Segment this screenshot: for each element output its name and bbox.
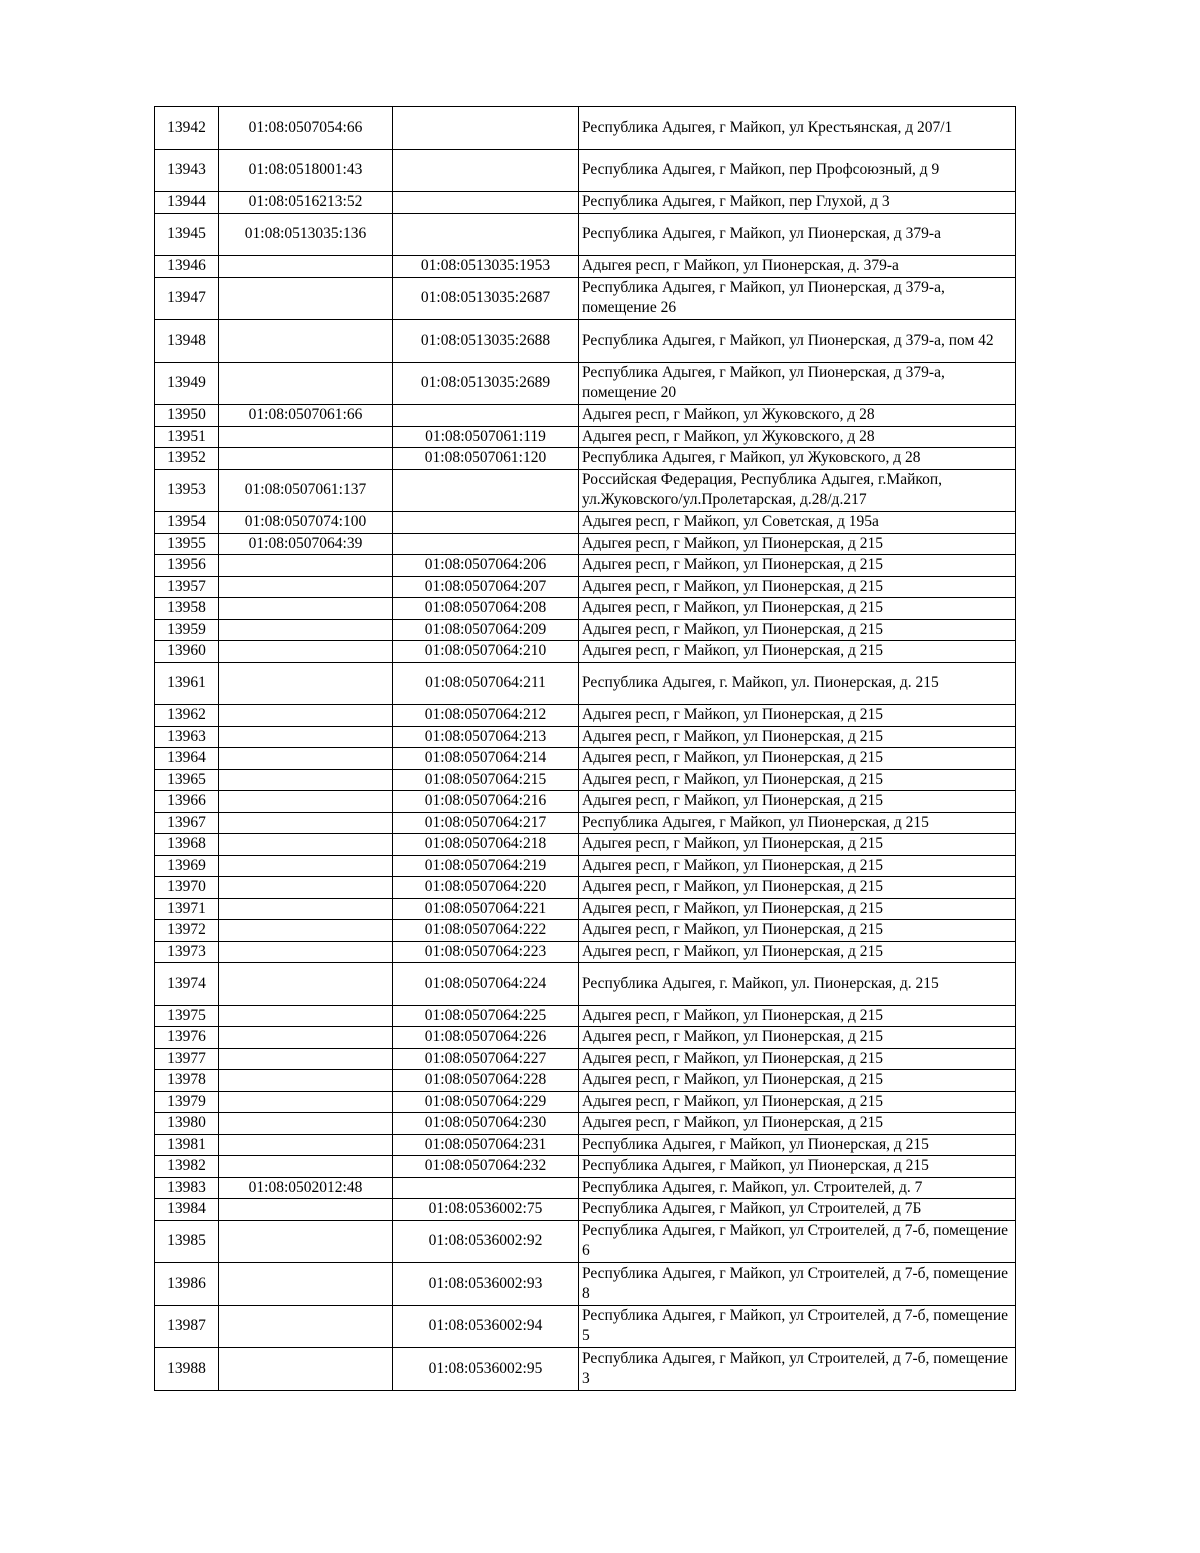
building-cadastral-number-cell: 01:08:0507064:209 — [393, 619, 579, 641]
building-cadastral-number-cell: 01:08:0536002:94 — [393, 1305, 579, 1348]
row-number-cell: 13984 — [155, 1199, 219, 1221]
building-cadastral-number-cell: 01:08:0507064:231 — [393, 1134, 579, 1156]
building-cadastral-number-cell: 01:08:0507064:208 — [393, 598, 579, 620]
address-cell: Республика Адыгея, г. Майкоп, ул. Строителей, д. 7 — [579, 1177, 1016, 1199]
building-cadastral-number-cell: 01:08:0536002:95 — [393, 1348, 579, 1391]
row-number-cell: 13967 — [155, 812, 219, 834]
land-cadastral-number-cell — [219, 705, 393, 727]
land-cadastral-number-cell — [219, 1348, 393, 1391]
land-cadastral-number-cell — [219, 1199, 393, 1221]
address-cell: Адыгея респ, г Майкоп, ул Пионерская, д 215 — [579, 834, 1016, 856]
address-cell: Адыгея респ, г Майкоп, ул Пионерская, д 215 — [579, 748, 1016, 770]
land-cadastral-number-cell: 01:08:0507061:137 — [219, 469, 393, 512]
table-row — [155, 748, 1016, 770]
address-cell: Республика Адыгея, г Майкоп, ул Пионерская, д 215 — [579, 1134, 1016, 1156]
row-number-cell: 13980 — [155, 1113, 219, 1135]
land-cadastral-number-cell — [219, 855, 393, 877]
row-number-cell: 13946 — [155, 256, 219, 278]
table-row — [155, 576, 1016, 598]
land-cadastral-number-cell — [219, 1263, 393, 1306]
building-cadastral-number-cell: 01:08:0507064:224 — [393, 963, 579, 1006]
row-number-cell: 13957 — [155, 576, 219, 598]
land-cadastral-number-cell — [219, 791, 393, 813]
registry-table-body — [155, 107, 1016, 1391]
table-row — [155, 1263, 1016, 1306]
row-number-cell: 13943 — [155, 149, 219, 192]
land-cadastral-number-cell — [219, 1070, 393, 1092]
row-number-cell: 13985 — [155, 1220, 219, 1263]
table-row — [155, 1348, 1016, 1391]
row-number-cell: 13944 — [155, 192, 219, 214]
building-cadastral-number-cell — [393, 405, 579, 427]
land-cadastral-number-cell: 01:08:0507061:66 — [219, 405, 393, 427]
address-cell: Адыгея респ, г Майкоп, ул Пионерская, д 215 — [579, 855, 1016, 877]
row-number-cell: 13988 — [155, 1348, 219, 1391]
address-cell: Адыгея респ, г Майкоп, ул Пионерская, д 215 — [579, 1070, 1016, 1092]
address-cell: Адыгея респ, г Майкоп, ул Пионерская, д 215 — [579, 791, 1016, 813]
building-cadastral-number-cell: 01:08:0536002:92 — [393, 1220, 579, 1263]
building-cadastral-number-cell: 01:08:0507064:218 — [393, 834, 579, 856]
table-row — [155, 726, 1016, 748]
building-cadastral-number-cell: 01:08:0536002:75 — [393, 1199, 579, 1221]
address-cell: Адыгея респ, г Майкоп, ул Жуковского, д 28 — [579, 405, 1016, 427]
land-cadastral-number-cell — [219, 726, 393, 748]
row-number-cell: 13982 — [155, 1156, 219, 1178]
address-cell: Адыгея респ, г Майкоп, ул Пионерская, д 215 — [579, 598, 1016, 620]
land-cadastral-number-cell — [219, 1005, 393, 1027]
building-cadastral-number-cell — [393, 149, 579, 192]
row-number-cell: 13972 — [155, 920, 219, 942]
building-cadastral-number-cell: 01:08:0507064:211 — [393, 662, 579, 705]
address-cell: Адыгея респ, г Майкоп, ул Пионерская, д 215 — [579, 1027, 1016, 1049]
address-cell: Адыгея респ, г Майкоп, ул Пионерская, д 215 — [579, 877, 1016, 899]
row-number-cell: 13959 — [155, 619, 219, 641]
address-cell: Республика Адыгея, г Майкоп, ул Пионерская, д 379-а, пом 42 — [579, 320, 1016, 363]
land-cadastral-number-cell — [219, 426, 393, 448]
address-cell: Адыгея респ, г Майкоп, ул Пионерская, д 215 — [579, 769, 1016, 791]
table-row — [155, 448, 1016, 470]
table-row — [155, 533, 1016, 555]
table-row — [155, 426, 1016, 448]
land-cadastral-number-cell — [219, 320, 393, 363]
table-row — [155, 1070, 1016, 1092]
building-cadastral-number-cell: 01:08:0507064:222 — [393, 920, 579, 942]
table-row — [155, 149, 1016, 192]
address-cell: Адыгея респ, г Майкоп, ул Пионерская, д 215 — [579, 533, 1016, 555]
address-cell: Адыгея респ, г Майкоп, ул Советская, д 195а — [579, 512, 1016, 534]
land-cadastral-number-cell: 01:08:0502012:48 — [219, 1177, 393, 1199]
land-cadastral-number-cell: 01:08:0507064:39 — [219, 533, 393, 555]
address-cell: Республика Адыгея, г Майкоп, ул Строителей, д 7-б, помещение 8 — [579, 1263, 1016, 1306]
land-cadastral-number-cell — [219, 769, 393, 791]
land-cadastral-number-cell — [219, 362, 393, 405]
land-cadastral-number-cell: 01:08:0516213:52 — [219, 192, 393, 214]
land-cadastral-number-cell: 01:08:0513035:136 — [219, 213, 393, 256]
row-number-cell: 13986 — [155, 1263, 219, 1306]
row-number-cell: 13951 — [155, 426, 219, 448]
building-cadastral-number-cell: 01:08:0513035:2688 — [393, 320, 579, 363]
table-row — [155, 1220, 1016, 1263]
land-cadastral-number-cell — [219, 1156, 393, 1178]
building-cadastral-number-cell: 01:08:0507064:226 — [393, 1027, 579, 1049]
row-number-cell: 13978 — [155, 1070, 219, 1092]
table-row — [155, 107, 1016, 150]
land-cadastral-number-cell — [219, 662, 393, 705]
building-cadastral-number-cell: 01:08:0507064:216 — [393, 791, 579, 813]
land-cadastral-number-cell — [219, 1134, 393, 1156]
row-number-cell: 13955 — [155, 533, 219, 555]
row-number-cell: 13981 — [155, 1134, 219, 1156]
address-cell: Адыгея респ, г Майкоп, ул Пионерская, д 215 — [579, 898, 1016, 920]
building-cadastral-number-cell: 01:08:0507064:212 — [393, 705, 579, 727]
address-cell: Адыгея респ, г Майкоп, ул Пионерская, д 215 — [579, 555, 1016, 577]
building-cadastral-number-cell: 01:08:0513035:2689 — [393, 362, 579, 405]
address-cell: Республика Адыгея, г Майкоп, ул Крестьянская, д 207/1 — [579, 107, 1016, 150]
land-cadastral-number-cell — [219, 598, 393, 620]
address-cell: Республика Адыгея, г. Майкоп, ул. Пионерская, д. 215 — [579, 662, 1016, 705]
building-cadastral-number-cell: 01:08:0507064:220 — [393, 877, 579, 899]
address-cell: Адыгея респ, г Майкоп, ул Пионерская, д 215 — [579, 641, 1016, 663]
building-cadastral-number-cell: 01:08:0507064:229 — [393, 1091, 579, 1113]
land-cadastral-number-cell — [219, 1305, 393, 1348]
address-cell: Адыгея респ, г Майкоп, ул Пионерская, д 215 — [579, 1048, 1016, 1070]
land-cadastral-number-cell — [219, 1027, 393, 1049]
land-cadastral-number-cell — [219, 1113, 393, 1135]
building-cadastral-number-cell: 01:08:0507061:120 — [393, 448, 579, 470]
row-number-cell: 13950 — [155, 405, 219, 427]
land-cadastral-number-cell — [219, 812, 393, 834]
row-number-cell: 13965 — [155, 769, 219, 791]
row-number-cell: 13953 — [155, 469, 219, 512]
building-cadastral-number-cell: 01:08:0513035:1953 — [393, 256, 579, 278]
row-number-cell: 13964 — [155, 748, 219, 770]
table-row — [155, 320, 1016, 363]
row-number-cell: 13979 — [155, 1091, 219, 1113]
table-row — [155, 941, 1016, 963]
table-row — [155, 362, 1016, 405]
row-number-cell: 13987 — [155, 1305, 219, 1348]
row-number-cell: 13970 — [155, 877, 219, 899]
land-cadastral-number-cell — [219, 576, 393, 598]
table-row — [155, 1305, 1016, 1348]
building-cadastral-number-cell: 01:08:0507064:215 — [393, 769, 579, 791]
table-row — [155, 1113, 1016, 1135]
row-number-cell: 13962 — [155, 705, 219, 727]
address-cell: Республика Адыгея, г Майкоп, пер Глухой, д 3 — [579, 192, 1016, 214]
land-cadastral-number-cell — [219, 963, 393, 1006]
row-number-cell: 13952 — [155, 448, 219, 470]
land-cadastral-number-cell — [219, 641, 393, 663]
row-number-cell: 13983 — [155, 1177, 219, 1199]
address-cell: Республика Адыгея, г Майкоп, ул Жуковского, д 28 — [579, 448, 1016, 470]
address-cell: Адыгея респ, г Майкоп, ул Пионерская, д 215 — [579, 619, 1016, 641]
table-row — [155, 512, 1016, 534]
building-cadastral-number-cell — [393, 213, 579, 256]
building-cadastral-number-cell: 01:08:0507064:213 — [393, 726, 579, 748]
row-number-cell: 13954 — [155, 512, 219, 534]
row-number-cell: 13968 — [155, 834, 219, 856]
building-cadastral-number-cell: 01:08:0507064:227 — [393, 1048, 579, 1070]
building-cadastral-number-cell: 01:08:0507064:230 — [393, 1113, 579, 1135]
address-cell: Республика Адыгея, г Майкоп, ул Пионерская, д 215 — [579, 812, 1016, 834]
address-cell: Республика Адыгея, г Майкоп, ул Пионерская, д 379-а — [579, 213, 1016, 256]
table-row — [155, 213, 1016, 256]
table-row — [155, 619, 1016, 641]
table-row — [155, 1027, 1016, 1049]
row-number-cell: 13960 — [155, 641, 219, 663]
table-row — [155, 405, 1016, 427]
table-row — [155, 1199, 1016, 1221]
table-row — [155, 1048, 1016, 1070]
building-cadastral-number-cell: 01:08:0507064:206 — [393, 555, 579, 577]
building-cadastral-number-cell: 01:08:0507064:207 — [393, 576, 579, 598]
address-cell: Республика Адыгея, г Майкоп, ул Строителей, д 7Б — [579, 1199, 1016, 1221]
address-cell: Адыгея респ, г Майкоп, ул Пионерская, д 215 — [579, 920, 1016, 942]
address-cell: Республика Адыгея, г Майкоп, ул Строителей, д 7-б, помещение 6 — [579, 1220, 1016, 1263]
land-cadastral-number-cell — [219, 941, 393, 963]
table-row — [155, 898, 1016, 920]
row-number-cell: 13949 — [155, 362, 219, 405]
building-cadastral-number-cell — [393, 469, 579, 512]
building-cadastral-number-cell — [393, 1177, 579, 1199]
address-cell: Адыгея респ, г Майкоп, ул Пионерская, д. 379-а — [579, 256, 1016, 278]
table-row — [155, 1005, 1016, 1027]
building-cadastral-number-cell: 01:08:0507064:221 — [393, 898, 579, 920]
building-cadastral-number-cell: 01:08:0513035:2687 — [393, 277, 579, 320]
table-row — [155, 855, 1016, 877]
address-cell: Республика Адыгея, г Майкоп, ул Пионерская, д 379-а, помещение 20 — [579, 362, 1016, 405]
building-cadastral-number-cell: 01:08:0507064:214 — [393, 748, 579, 770]
land-cadastral-number-cell — [219, 748, 393, 770]
address-cell: Адыгея респ, г Майкоп, ул Пионерская, д 215 — [579, 941, 1016, 963]
building-cadastral-number-cell: 01:08:0536002:93 — [393, 1263, 579, 1306]
row-number-cell: 13947 — [155, 277, 219, 320]
address-cell: Адыгея респ, г Майкоп, ул Пионерская, д 215 — [579, 1005, 1016, 1027]
row-number-cell: 13977 — [155, 1048, 219, 1070]
row-number-cell: 13942 — [155, 107, 219, 150]
building-cadastral-number-cell: 01:08:0507064:225 — [393, 1005, 579, 1027]
building-cadastral-number-cell — [393, 192, 579, 214]
table-row — [155, 192, 1016, 214]
building-cadastral-number-cell: 01:08:0507064:210 — [393, 641, 579, 663]
building-cadastral-number-cell: 01:08:0507064:217 — [393, 812, 579, 834]
table-row — [155, 920, 1016, 942]
table-row — [155, 769, 1016, 791]
row-number-cell: 13958 — [155, 598, 219, 620]
land-cadastral-number-cell: 01:08:0507074:100 — [219, 512, 393, 534]
row-number-cell: 13963 — [155, 726, 219, 748]
address-cell: Адыгея респ, г Майкоп, ул Пионерская, д 215 — [579, 705, 1016, 727]
address-cell: Адыгея респ, г Майкоп, ул Пионерская, д 215 — [579, 726, 1016, 748]
land-cadastral-number-cell — [219, 834, 393, 856]
building-cadastral-number-cell: 01:08:0507064:228 — [393, 1070, 579, 1092]
table-row — [155, 791, 1016, 813]
table-row — [155, 812, 1016, 834]
row-number-cell: 13971 — [155, 898, 219, 920]
building-cadastral-number-cell — [393, 107, 579, 150]
address-cell: Адыгея респ, г Майкоп, ул Пионерская, д 215 — [579, 576, 1016, 598]
table-row — [155, 277, 1016, 320]
land-cadastral-number-cell — [219, 1048, 393, 1070]
land-cadastral-number-cell — [219, 898, 393, 920]
table-row — [155, 877, 1016, 899]
row-number-cell: 13966 — [155, 791, 219, 813]
land-cadastral-number-cell — [219, 555, 393, 577]
table-row — [155, 256, 1016, 278]
address-cell: Адыгея респ, г Майкоп, ул Пионерская, д 215 — [579, 1113, 1016, 1135]
land-cadastral-number-cell: 01:08:0518001:43 — [219, 149, 393, 192]
building-cadastral-number-cell: 01:08:0507064:223 — [393, 941, 579, 963]
land-cadastral-number-cell — [219, 1220, 393, 1263]
row-number-cell: 13975 — [155, 1005, 219, 1027]
building-cadastral-number-cell: 01:08:0507064:232 — [393, 1156, 579, 1178]
table-row — [155, 834, 1016, 856]
row-number-cell: 13961 — [155, 662, 219, 705]
table-row — [155, 705, 1016, 727]
table-row — [155, 1091, 1016, 1113]
address-cell: Республика Адыгея, г Майкоп, ул Строителей, д 7-б, помещение 3 — [579, 1348, 1016, 1391]
land-cadastral-number-cell — [219, 277, 393, 320]
building-cadastral-number-cell: 01:08:0507061:119 — [393, 426, 579, 448]
address-cell: Адыгея респ, г Майкоп, ул Пионерская, д 215 — [579, 1091, 1016, 1113]
table-row — [155, 1177, 1016, 1199]
table-row — [155, 555, 1016, 577]
table-row — [155, 1134, 1016, 1156]
address-cell: Республика Адыгея, г Майкоп, пер Профсоюзный, д 9 — [579, 149, 1016, 192]
property-registry-table — [154, 106, 1016, 1391]
table-row — [155, 641, 1016, 663]
address-cell: Республика Адыгея, г. Майкоп, ул. Пионерская, д. 215 — [579, 963, 1016, 1006]
address-cell: Республика Адыгея, г Майкоп, ул Строителей, д 7-б, помещение 5 — [579, 1305, 1016, 1348]
row-number-cell: 13945 — [155, 213, 219, 256]
address-cell: Республика Адыгея, г Майкоп, ул Пионерская, д 379-а, помещение 26 — [579, 277, 1016, 320]
table-row — [155, 662, 1016, 705]
building-cadastral-number-cell — [393, 512, 579, 534]
table-row — [155, 598, 1016, 620]
land-cadastral-number-cell — [219, 256, 393, 278]
land-cadastral-number-cell — [219, 448, 393, 470]
address-cell: Российская Федерация, Республика Адыгея, г.Майкоп, ул.Жуковского/ул.Пролетарская, д.28/д.217 — [579, 469, 1016, 512]
row-number-cell: 13976 — [155, 1027, 219, 1049]
table-row — [155, 963, 1016, 1006]
row-number-cell: 13948 — [155, 320, 219, 363]
row-number-cell: 13969 — [155, 855, 219, 877]
address-cell: Республика Адыгея, г Майкоп, ул Пионерская, д 215 — [579, 1156, 1016, 1178]
land-cadastral-number-cell — [219, 877, 393, 899]
land-cadastral-number-cell: 01:08:0507054:66 — [219, 107, 393, 150]
row-number-cell: 13973 — [155, 941, 219, 963]
land-cadastral-number-cell — [219, 920, 393, 942]
table-row — [155, 469, 1016, 512]
building-cadastral-number-cell: 01:08:0507064:219 — [393, 855, 579, 877]
row-number-cell: 13956 — [155, 555, 219, 577]
table-row — [155, 1156, 1016, 1178]
land-cadastral-number-cell — [219, 1091, 393, 1113]
row-number-cell: 13974 — [155, 963, 219, 1006]
address-cell: Адыгея респ, г Майкоп, ул Жуковского, д 28 — [579, 426, 1016, 448]
building-cadastral-number-cell — [393, 533, 579, 555]
land-cadastral-number-cell — [219, 619, 393, 641]
